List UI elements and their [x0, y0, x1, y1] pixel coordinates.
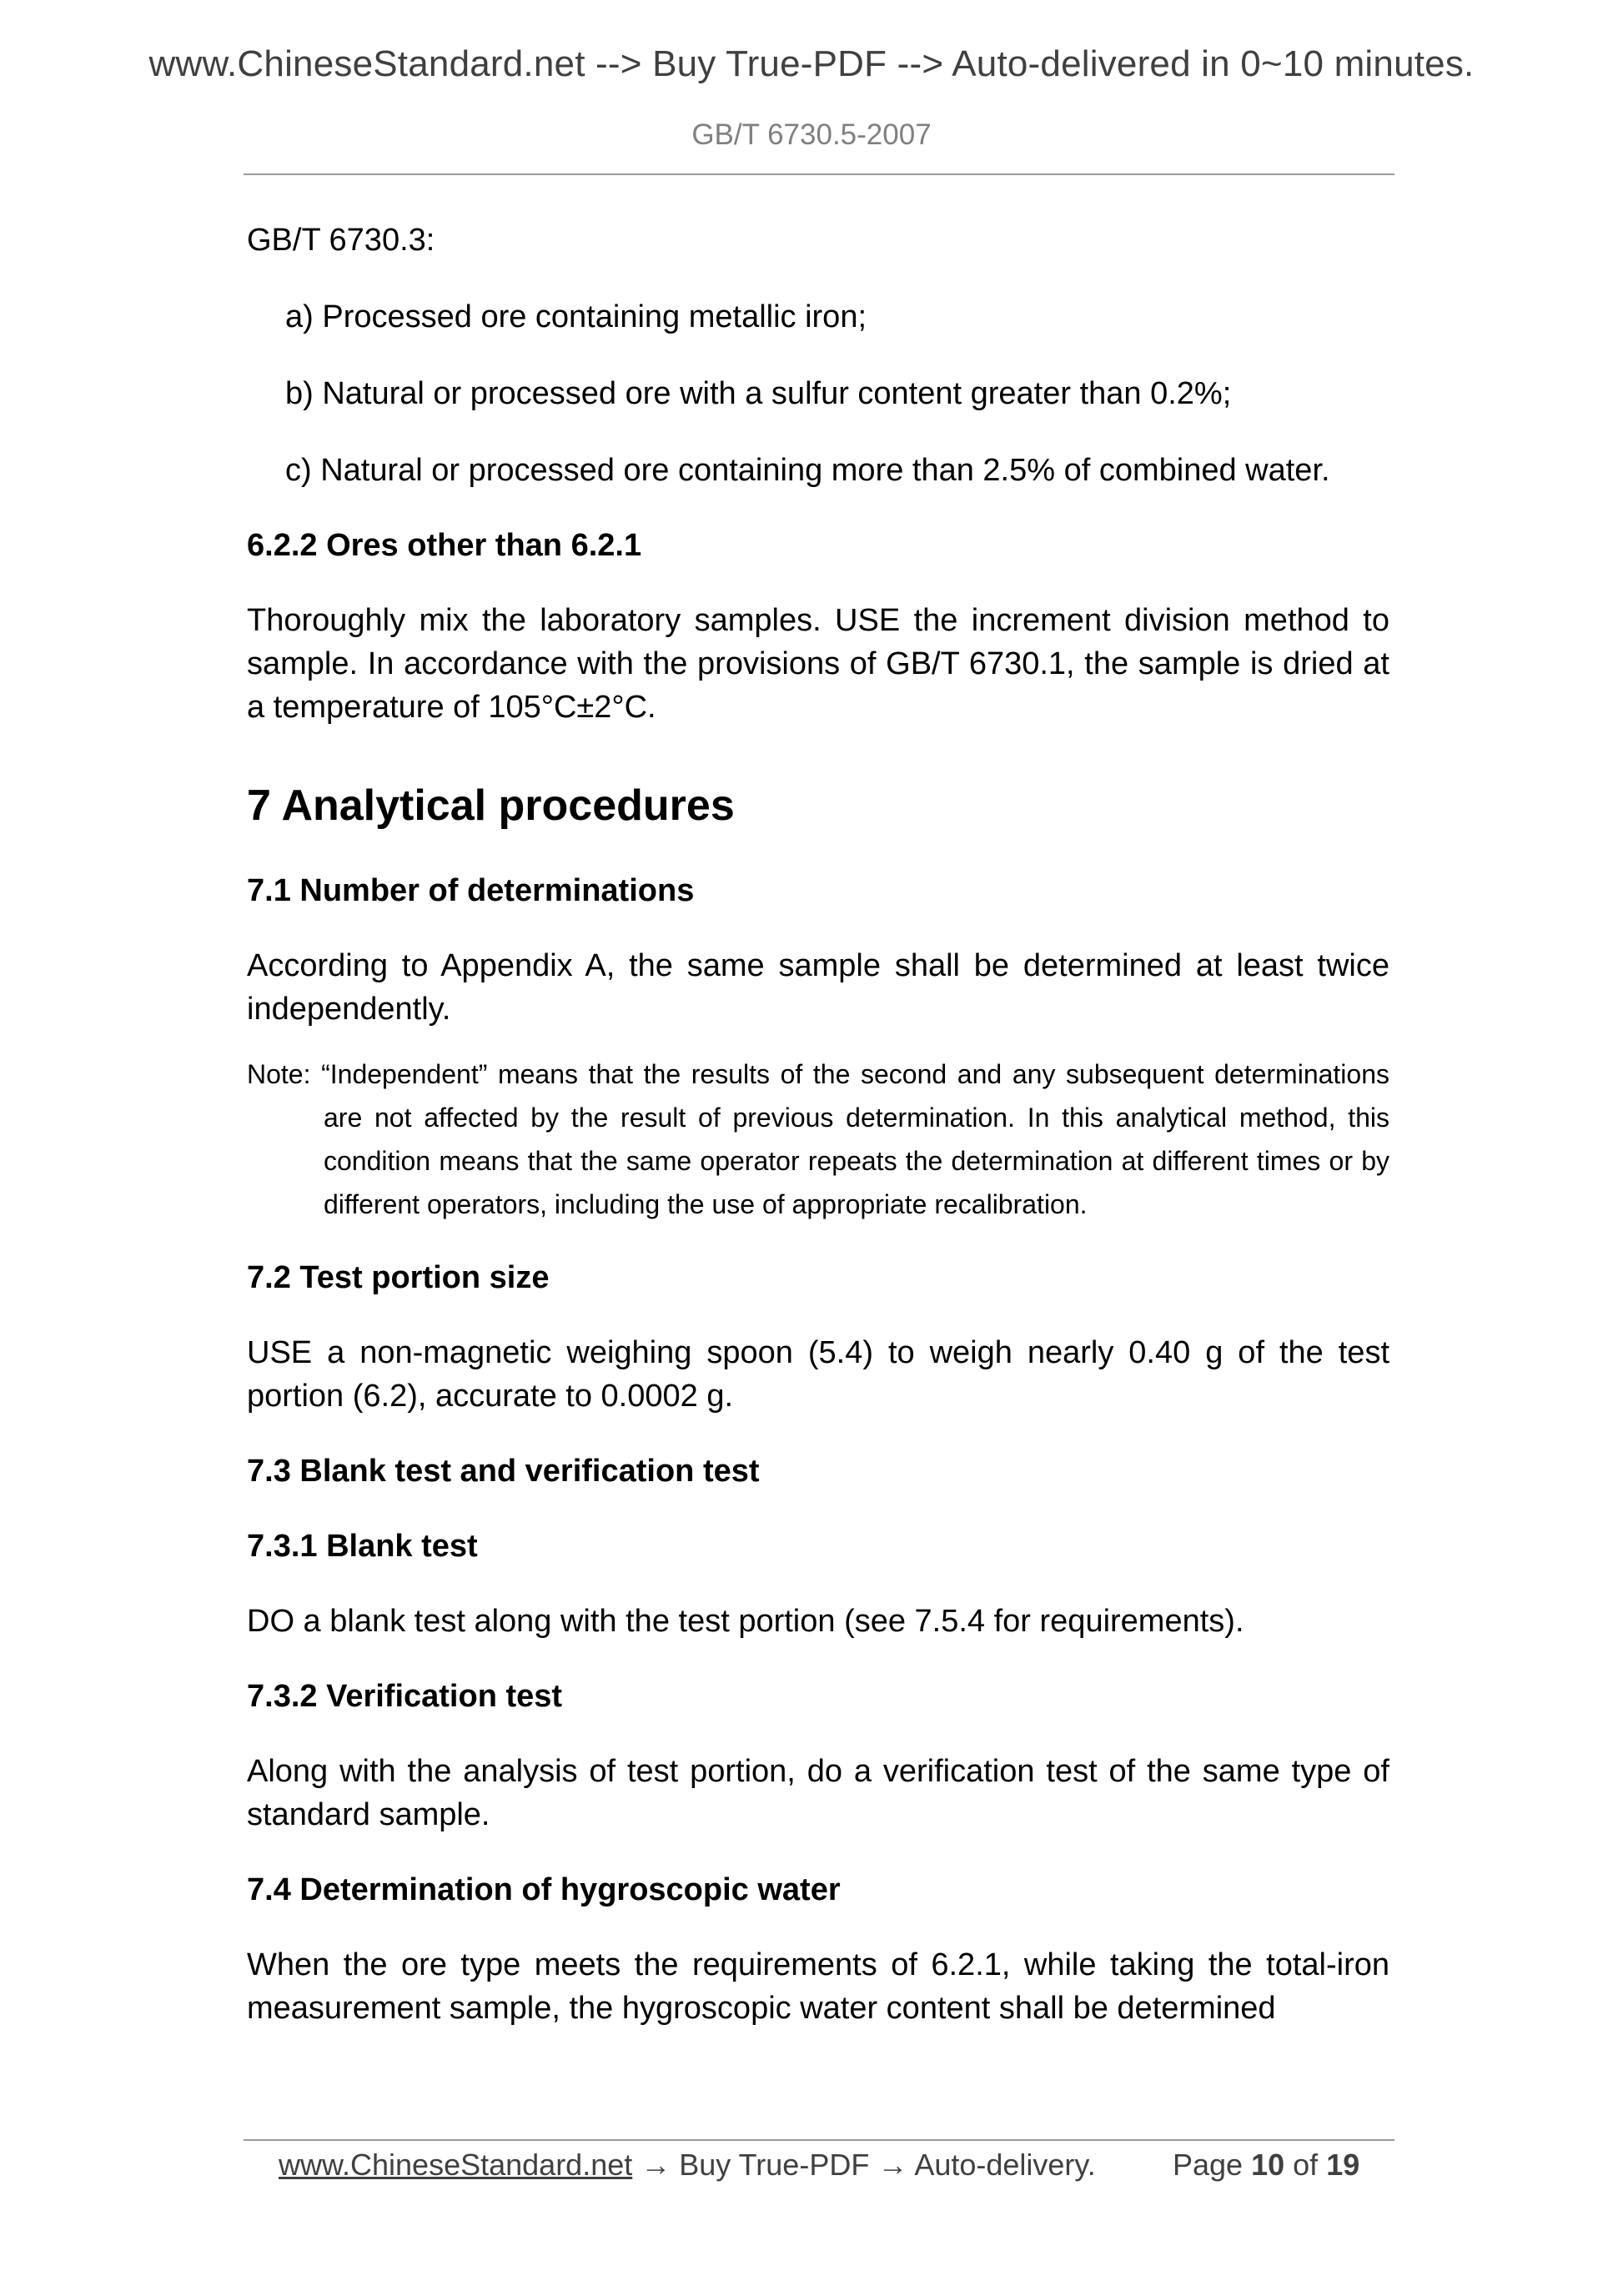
footer-site-link[interactable]: www.ChineseStandard.net — [279, 2148, 633, 2182]
document-id: GB/T 6730.5-2007 — [691, 118, 932, 151]
of-label: of — [1293, 2148, 1319, 2182]
section-heading-7-1: 7.1 Number of determinations — [247, 873, 695, 908]
list-item: b) Natural or processed ore with a sulfur content greater than 0.2%; — [285, 376, 1232, 411]
intro-text: GB/T 6730.3: — [247, 223, 435, 258]
note-7-1: Note: “Independent” means that the results of the second and any subsequent determinations are not affected by the result of previous determination. In this analytical method, this condition means that the same operator repeats the determination at different times or by different operators, including the use of appropriate recalibration. — [247, 1059, 1389, 1219]
list-item: c) Natural or processed ore containing more than 2.5% of combined water. — [285, 453, 1330, 488]
header-divider — [244, 173, 1394, 175]
footer-tail-text: → Buy True-PDF → Auto-delivery. — [632, 2148, 1096, 2182]
section-text-6-2-2: Thoroughly mix the laboratory samples. USE the increment division method to sample. In accordance with the provisions of GB/T 6730.1, the sample is dried at a temperature of 105°C±2°C. — [247, 603, 1389, 725]
page-body — [247, 219, 1389, 2030]
page-number: 10 — [1251, 2148, 1285, 2182]
list-item: a) Processed ore containing metallic iron; — [285, 299, 867, 334]
section-heading-6-2-2: 6.2.2 Ores other than 6.2.1 — [247, 528, 642, 563]
section-text-7-3-1: DO a blank test along with the test portion (see 7.5.4 for requirements). — [247, 1604, 1244, 1639]
section-text-7-3-2: Along with the analysis of test portion, do a verification test of the same type of standard sample. — [247, 1754, 1389, 1832]
footer-promo — [279, 2140, 1096, 2190]
site-banner: www.ChineseStandard.net --> Buy True-PDF --> Auto-delivered in 0~10 minutes. — [148, 43, 1475, 84]
section-heading-7-4: 7.4 Determination of hygroscopic water — [247, 1872, 841, 1907]
section-heading-7-3-1: 7.3.1 Blank test — [247, 1529, 478, 1564]
page-indicator — [1173, 2140, 1359, 2190]
section-heading-7-3: 7.3 Blank test and verification test — [247, 1454, 760, 1489]
section-text-7-4: When the ore type meets the requirements of 6.2.1, while taking the total-iron measurement sample, the hygroscopic water content shall be determined — [247, 1947, 1389, 2026]
page-footer — [0, 2140, 1623, 2190]
chapter-heading-7: 7 Analytical procedures — [247, 781, 735, 830]
section-text-7-1: According to Appendix A, the same sample shall be determined at least twice independently. — [247, 948, 1389, 1027]
page-label: Page — [1173, 2148, 1244, 2182]
section-text-7-2: USE a non-magnetic weighing spoon (5.4) to weigh nearly 0.40 g of the test portion (6.2), accurate to 0.0002 g. — [247, 1335, 1389, 1414]
section-heading-7-3-2: 7.3.2 Verification test — [247, 1679, 563, 1714]
section-heading-7-2: 7.2 Test portion size — [247, 1260, 550, 1295]
page-total: 19 — [1326, 2148, 1360, 2182]
